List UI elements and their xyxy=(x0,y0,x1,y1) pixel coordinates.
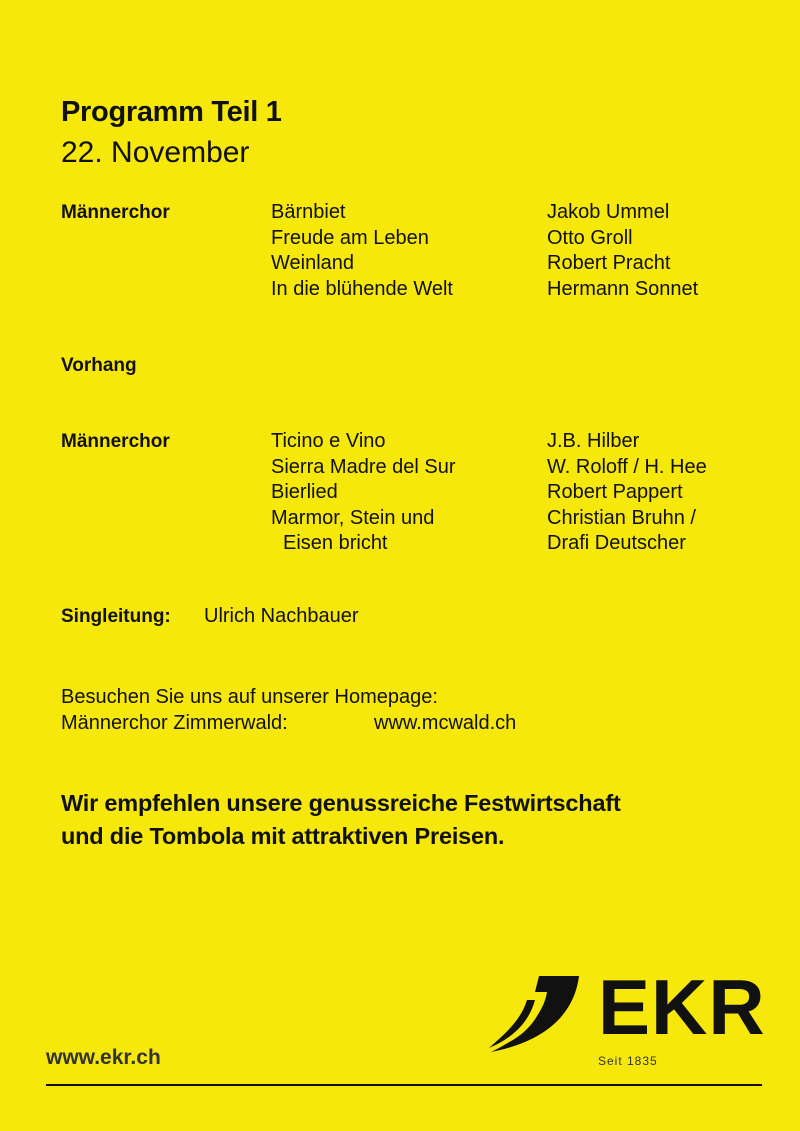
homepage-link[interactable]: www.mcwald.ch xyxy=(374,711,517,734)
song-title: Eisen bricht xyxy=(283,532,388,554)
program-date: 22. November xyxy=(61,136,250,169)
program-title: Programm Teil 1 xyxy=(61,96,282,128)
composer-name: J.B. Hilber xyxy=(547,430,640,452)
bottom-divider xyxy=(46,1084,762,1086)
recommendation-text xyxy=(61,787,621,853)
songs-list-2 xyxy=(271,429,456,557)
songs-list-1 xyxy=(271,200,453,302)
song-title: Marmor, Stein und xyxy=(271,506,435,529)
composer-name: Drafi Deutscher xyxy=(547,532,686,554)
leadership-label: Singleitung: xyxy=(61,606,171,627)
homepage-info xyxy=(61,685,517,736)
song-title: In die blühende Welt xyxy=(271,277,453,300)
recommendation-line-1: Wir empfehlen unsere genussreiche Festwirtschaft xyxy=(61,790,621,816)
composers-list-1 xyxy=(547,200,698,302)
composer-name: Robert Pappert xyxy=(547,481,683,503)
leadership-name: Ulrich Nachbauer xyxy=(204,605,359,627)
recommendation-line-2: und die Tombola mit attraktiven Preisen. xyxy=(61,823,505,849)
composer-name: Otto Groll xyxy=(547,226,633,249)
ekr-logo-text: EKR xyxy=(598,963,766,1051)
choir-name: Männerchor Zimmerwald: xyxy=(61,711,288,734)
composer-name: W. Roloff / H. Hee xyxy=(547,455,707,478)
section-label-vorhang: Vorhang xyxy=(61,355,137,376)
homepage-row xyxy=(61,711,517,737)
song-title: Sierra Madre del Sur xyxy=(271,455,456,478)
composer-name: Christian Bruhn / xyxy=(547,506,696,529)
composer-name: Hermann Sonnet xyxy=(547,277,699,300)
sponsor-website-link[interactable]: www.ekr.ch xyxy=(46,1046,161,1069)
section-label-maennerchor-1: Männerchor xyxy=(61,202,170,223)
composer-name: Robert Pracht xyxy=(547,252,671,274)
ekr-since: Seit 1835 xyxy=(598,1054,658,1068)
composers-list-2 xyxy=(547,429,707,557)
song-title: Bierlied xyxy=(271,481,338,503)
homepage-intro: Besuchen Sie uns auf unserer Homepage: xyxy=(61,686,438,708)
song-title: Bärnbiet xyxy=(271,201,346,223)
song-title: Weinland xyxy=(271,252,355,274)
section-label-maennerchor-2: Männerchor xyxy=(61,431,170,452)
ekr-logo-mark-icon xyxy=(487,974,582,1054)
song-title: Freude am Leben xyxy=(271,226,429,249)
song-title: Ticino e Vino xyxy=(271,430,386,452)
composer-name: Jakob Ummel xyxy=(547,201,670,223)
